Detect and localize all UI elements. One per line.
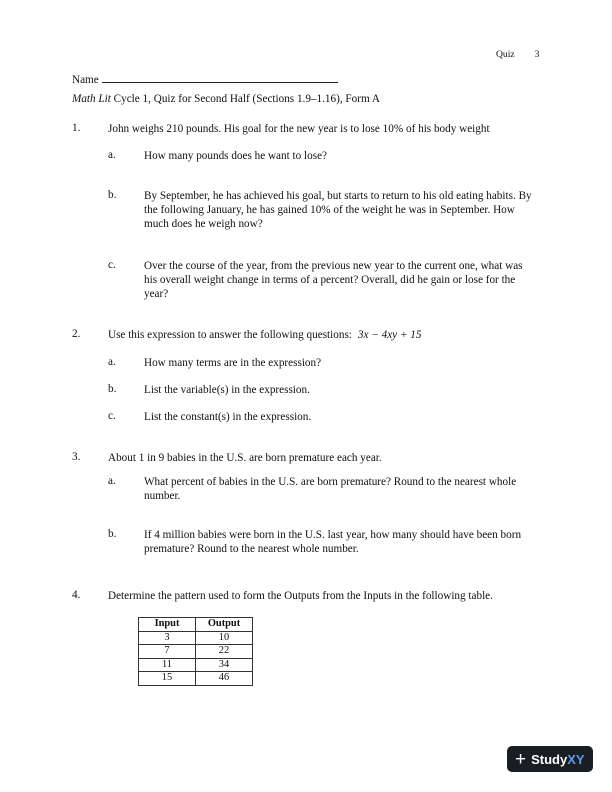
q1-part-b-text: By September, he has achieved his goal, but starts to return to his old eating habits. By the following January, he has gained 10% of the weight he was in September. How much does he weigh now?	[144, 190, 532, 231]
question-2-number: 2.	[72, 328, 81, 340]
logo-text-study: Study	[531, 751, 568, 767]
q3-part-b-letter: b.	[108, 528, 117, 540]
table-cell-output: 34	[196, 658, 253, 672]
q1-part-b-letter: b.	[108, 189, 117, 201]
q1-part-a-text: How many pounds does he want to lose?	[144, 150, 328, 162]
quiz-title-rest: Cycle 1, Quiz for Second Half (Sections 1.9–1.16), Form A	[110, 93, 380, 105]
q2-part-c-letter: c.	[108, 410, 116, 422]
header-label: Quiz	[496, 49, 515, 60]
q1-part-c-letter: c.	[108, 259, 116, 271]
question-4-number: 4.	[72, 589, 81, 601]
table-cell-output: 46	[196, 672, 253, 686]
name-blank-line[interactable]	[102, 71, 338, 83]
q3-part-a-letter: a.	[108, 475, 116, 487]
studyxy-logo[interactable]	[507, 746, 593, 772]
table-row	[139, 658, 253, 672]
q1-part-a-letter: a.	[108, 149, 116, 161]
q2-part-b-letter: b.	[108, 383, 117, 395]
question-4-text: Determine the pattern used to form the Outputs from the Inputs in the following table.	[108, 590, 493, 602]
table-cell-input: 15	[139, 672, 196, 686]
table-cell-input: 11	[139, 658, 196, 672]
question-3-number: 3.	[72, 451, 81, 463]
table-header-row	[139, 618, 253, 632]
question-1-number: 1.	[72, 122, 81, 134]
question-3-text: About 1 in 9 babies in the U.S. are born premature each year.	[108, 452, 382, 464]
table-header-input: Input	[139, 618, 196, 632]
table-cell-output: 10	[196, 631, 253, 645]
q2-part-c-text: List the constant(s) in the expression.	[144, 411, 312, 423]
page-number: 3	[534, 49, 540, 60]
table-row	[139, 631, 253, 645]
question-2-line	[108, 328, 558, 342]
table-row	[139, 672, 253, 686]
q1-part-c-text: Over the course of the year, from the previous new year to the current one, what was his overall weight change in terms of a percent? Overall, did he gain or lose for the year?	[144, 260, 523, 301]
plus-icon: +	[515, 748, 527, 770]
table-header-output: Output	[196, 618, 253, 632]
expression: 3x − 4xy + 15	[357, 329, 422, 341]
course-name: Math Lit	[72, 93, 111, 105]
logo-text-xy: XY	[567, 751, 585, 767]
name-label: Name	[72, 74, 99, 86]
q2-part-a-text: How many terms are in the expression?	[144, 357, 322, 369]
input-output-table	[138, 617, 253, 686]
table-row	[139, 645, 253, 659]
q2-part-a-letter: a.	[108, 356, 116, 368]
quiz-title	[72, 93, 380, 105]
question-1-text: John weighs 210 pounds. His goal for the new year is to lose 10% of his body weight	[108, 123, 490, 135]
table-cell-output: 22	[196, 645, 253, 659]
name-field	[72, 71, 338, 86]
running-header	[496, 49, 539, 60]
q2-part-b-text: List the variable(s) in the expression.	[144, 384, 310, 396]
question-2-text: Use this expression to answer the following questions:	[108, 329, 352, 341]
table-cell-input: 7	[139, 645, 196, 659]
q3-part-b-text: If 4 million babies were born in the U.S. last year, how many should have been born premature? Round to the nearest whole number.	[144, 529, 522, 556]
table-cell-input: 3	[139, 631, 196, 645]
q3-part-a-text: What percent of babies in the U.S. are born premature? Round to the nearest whole number.	[144, 476, 517, 503]
